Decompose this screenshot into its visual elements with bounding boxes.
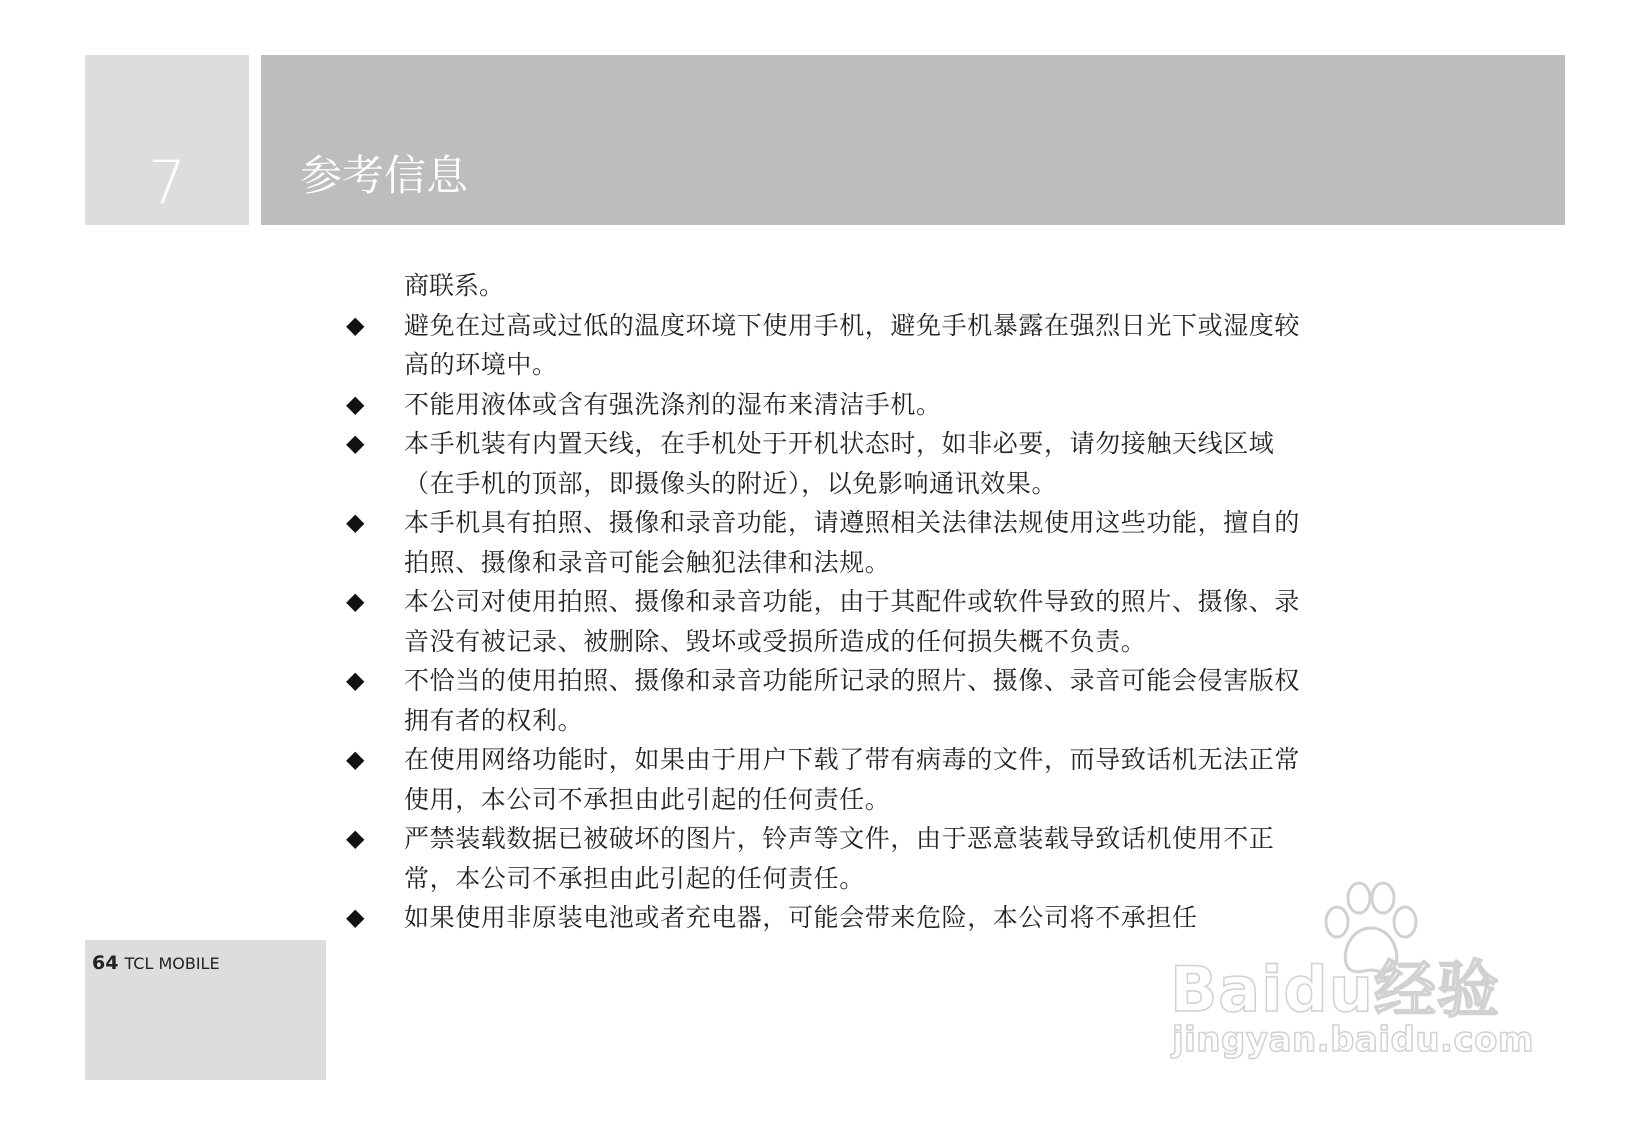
list-item (346, 661, 1306, 740)
list-item (346, 740, 1306, 819)
list-item-text: 本手机装有内置天线，在手机处于开机状态时，如非必要，请勿接触天线区域（在手机的顶部，即摄像头的附近），以免影响通讯效果。 (404, 429, 1275, 498)
list-item-text: 在使用网络功能时，如果由于用户下载了带有病毒的文件，而导致话机无法正常使用，本公司不承担由此引起的任何责任。 (404, 745, 1301, 814)
page-number: 64 (92, 952, 119, 974)
list-item-text: 如果使用非原装电池或者充电器，可能会带来危险，本公司将不承担任 (404, 903, 1198, 932)
list-item-text: 不能用液体或含有强洗涤剂的湿布来清洁手机。 (404, 389, 942, 419)
watermark-url: jingyan.baidu.com (1172, 1020, 1534, 1060)
list-item-text: 避免在过高或过低的温度环境下使用手机，避免手机暴露在强烈日光下或湿度较高的环境中。 (404, 310, 1301, 379)
list-item-text: 本手机具有拍照、摄像和录音功能，请遵照相关法律法规使用这些功能，擅自的拍照、摄像和录音可能会触犯法律和法规。 (404, 508, 1301, 577)
list-item (346, 503, 1306, 582)
list-item (346, 385, 1306, 425)
diamond-bullet-icon: ◆ (346, 389, 365, 418)
baidu-jingyan-watermark (1170, 880, 1550, 1070)
continued-paragraph: 商联系。 (404, 271, 505, 300)
diamond-bullet-icon: ◆ (346, 666, 365, 694)
diamond-bullet-icon: ◆ (346, 824, 365, 852)
watermark-logo-text: Baidu经验 (1170, 953, 1500, 1026)
chapter-title: 参考信息 (300, 151, 469, 200)
footer-label (92, 952, 220, 974)
page-body (346, 266, 1306, 938)
list-item (346, 819, 1306, 898)
chapter-number: 7 (147, 148, 187, 218)
list-item (346, 582, 1306, 661)
diamond-bullet-icon: ◆ (346, 429, 365, 457)
diamond-bullet-icon: ◆ (346, 903, 365, 931)
diamond-bullet-icon: ◆ (346, 745, 365, 773)
list-item (346, 898, 1306, 938)
chapter-number-box (85, 55, 249, 225)
footer-brand: TCL MOBILE (124, 954, 220, 973)
list-item (346, 306, 1306, 385)
diamond-bullet-icon: ◆ (346, 508, 365, 536)
list-item (346, 424, 1306, 503)
diamond-bullet-icon: ◆ (346, 587, 365, 615)
list-item-text: 不恰当的使用拍照、摄像和录音功能所记录的照片、摄像、录音可能会侵害版权拥有者的权利。 (404, 666, 1301, 735)
chapter-title-band (261, 55, 1565, 225)
list-item-text: 本公司对使用拍照、摄像和录音功能，由于其配件或软件导致的照片、摄像、录音没有被记录、被删除、毁坏或受损所造成的任何损失概不负责。 (404, 587, 1301, 656)
diamond-bullet-icon: ◆ (346, 310, 365, 339)
list-item-text: 严禁装载数据已被破坏的图片，铃声等文件，由于恶意装载导致话机使用不正常，本公司不承担由此引起的任何责任。 (404, 824, 1275, 893)
bullet-list (346, 306, 1306, 938)
